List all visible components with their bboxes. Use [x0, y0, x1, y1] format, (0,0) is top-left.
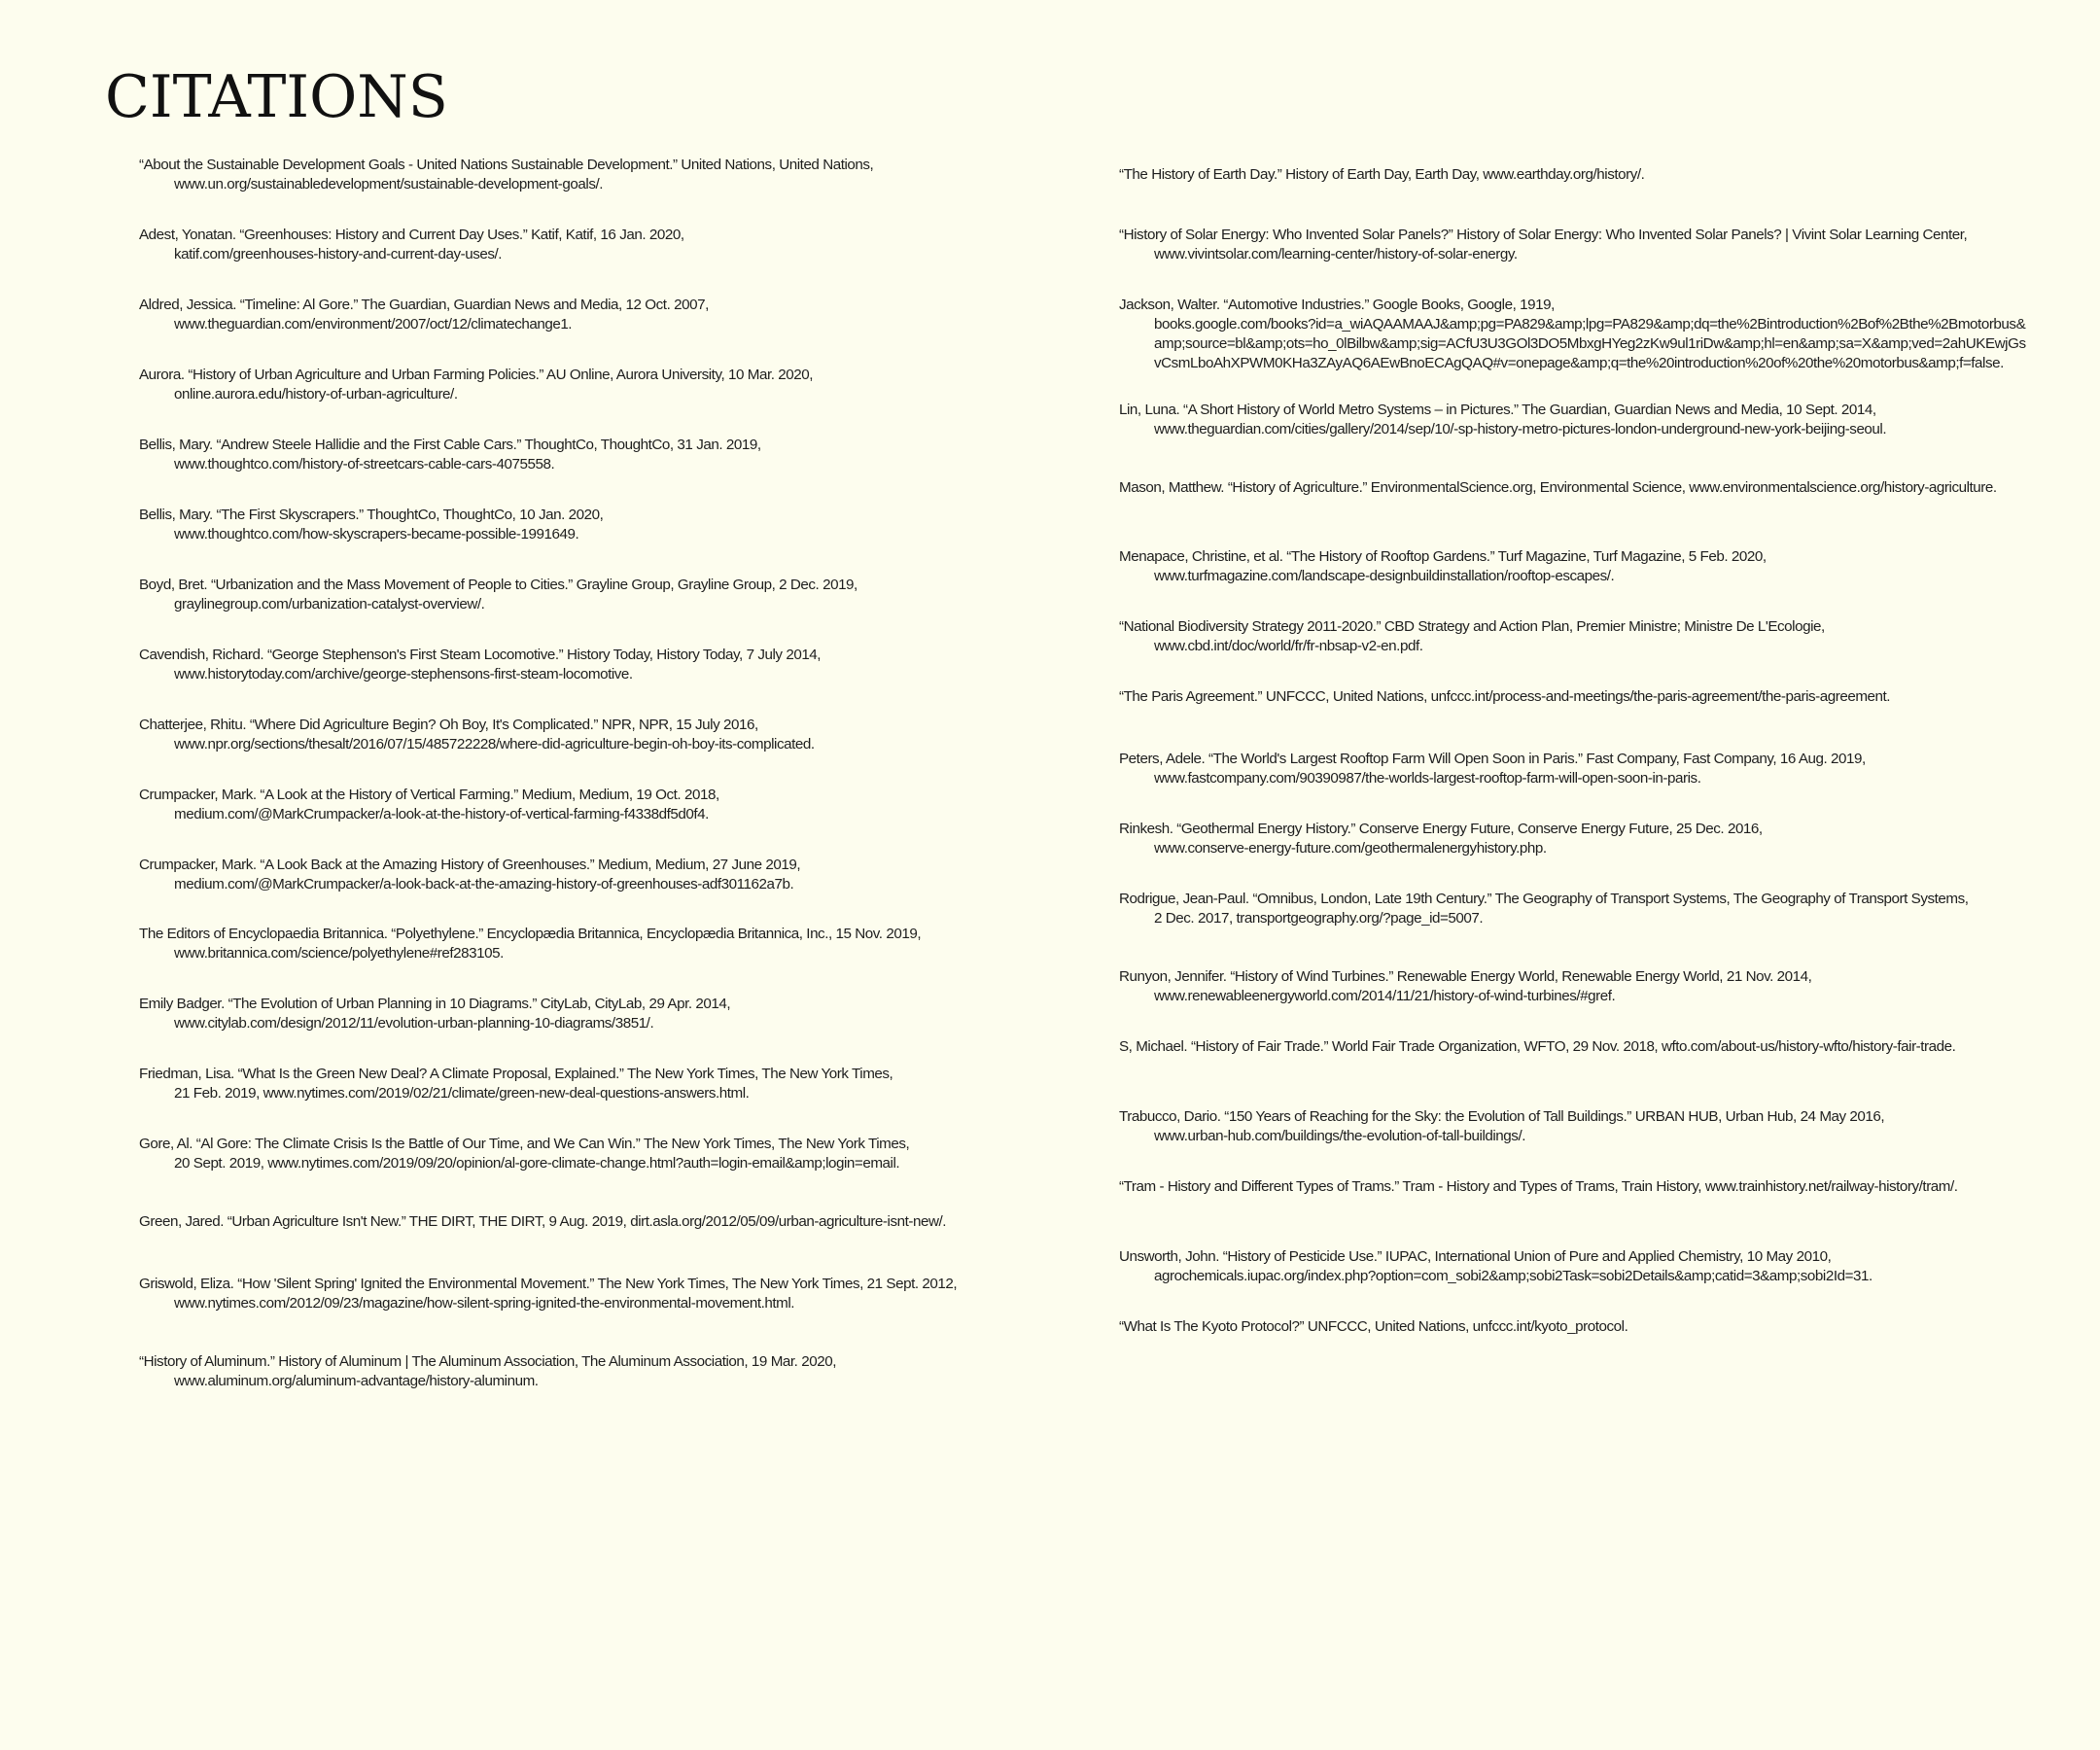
- citation-continuation-line: www.urban-hub.com/buildings/the-evolution-of-tall-buildings/.: [1154, 1128, 1525, 1144]
- citation-first-line: Jackson, Walter. “Automotive Industries.” Google Books, Google, 1919,: [1119, 297, 1555, 313]
- citation-first-line: Friedman, Lisa. “What Is the Green New Deal? A Climate Proposal, Explained.” The New York Times, The New York Times,: [139, 1066, 893, 1082]
- citation-continuation-line: online.aurora.edu/history-of-urban-agriculture/.: [174, 386, 458, 402]
- citation-first-line: Emily Badger. “The Evolution of Urban Planning in 10 Diagrams.” CityLab, CityLab, 29 Apr. 2014,: [139, 996, 731, 1012]
- citation-entry: [139, 856, 800, 894]
- citation-first-line: “History of Aluminum.” History of Aluminum | The Aluminum Association, The Aluminum Association, 19 Mar. 2020,: [139, 1353, 836, 1370]
- citation-continuation-line: www.vivintsolar.com/learning-center/history-of-solar-energy.: [1154, 246, 1518, 262]
- citation-first-line: Lin, Luna. “A Short History of World Metro Systems – in Pictures.” The Guardian, Guardian News and Media, 10 Sept. 2014,: [1119, 402, 1876, 418]
- citation-continuation-line: www.thoughtco.com/how-skyscrapers-became-possible-1991649.: [174, 526, 579, 542]
- citation-entry: [139, 995, 730, 1033]
- citation-entry: [1119, 547, 1767, 586]
- citation-continuation-line: 2 Dec. 2017, transportgeography.org/?page_id=5007.: [1154, 910, 1484, 927]
- citation-first-line: Crumpacker, Mark. “A Look at the History of Vertical Farming.” Medium, Medium, 19 Oct. 2018,: [139, 787, 719, 803]
- citation-entry: [139, 576, 858, 614]
- citation-first-line: Green, Jared. “Urban Agriculture Isn't New.” THE DIRT, THE DIRT, 9 Aug. 2019, dirt.asla.org/2012/05/09/urban-agriculture-isnt-new/.: [139, 1213, 947, 1230]
- citation-first-line: Peters, Adele. “The World's Largest Rooftop Farm Will Open Soon in Paris.” Fast Company, Fast Company, 16 Aug. 2019,: [1119, 751, 1866, 767]
- citation-first-line: Adest, Yonatan. “Greenhouses: History and Current Day Uses.” Katif, Katif, 16 Jan. 2020,: [139, 227, 684, 243]
- citation-entry: [1119, 820, 1763, 858]
- citation-entry: [139, 436, 761, 474]
- citation-entry: [139, 506, 603, 544]
- citation-entry: [139, 1065, 892, 1103]
- citation-first-line: Rinkesh. “Geothermal Energy History.” Conserve Energy Future, Conserve Energy Future, 25 Dec. 2016,: [1119, 821, 1763, 837]
- citation-entry: [1119, 750, 1866, 788]
- citation-first-line: Crumpacker, Mark. “A Look Back at the Amazing History of Greenhouses.” Medium, Medium, 27 June 2019,: [139, 857, 801, 873]
- citation-continuation-line: amp;source=bl&amp;ots=ho_0lBilbw&amp;sig=ACfU3U3GOl3DO5MbxgHYeg2zKw9ul1riDw&amp;hl=en&amp;sa=X&amp;ved=2ahUKEwjGs: [1154, 335, 2026, 352]
- citation-first-line: “History of Solar Energy: Who Invented Solar Panels?” History of Solar Energy: Who Invented Solar Panels? | Vivint Solar Learning Center,: [1119, 227, 1968, 243]
- citation-first-line: Cavendish, Richard. “George Stephenson's First Steam Locomotive.” History Today, History Today, 7 July 2014,: [139, 647, 822, 663]
- citation-continuation-line: www.britannica.com/science/polyethylene#ref283105.: [174, 945, 504, 962]
- citation-continuation-line: www.theguardian.com/environment/2007/oct/12/climatechange1.: [174, 316, 573, 332]
- citation-first-line: Bellis, Mary. “Andrew Steele Hallidie and the First Cable Cars.” ThoughtCo, ThoughtCo, 31 Jan. 2019,: [139, 437, 761, 453]
- citation-continuation-line: www.historytoday.com/archive/george-stephensons-first-steam-locomotive.: [174, 666, 633, 682]
- citation-entry: [139, 1212, 946, 1232]
- citation-entry: [139, 1275, 957, 1313]
- citation-first-line: Runyon, Jennifer. “History of Wind Turbines.” Renewable Energy World, Renewable Energy World, 21 Nov. 2014,: [1119, 968, 1812, 985]
- citation-entry: [1119, 401, 1886, 439]
- citation-entry: [1119, 296, 2026, 373]
- citation-continuation-line: agrochemicals.iupac.org/index.php?option=com_sobi2&amp;sobi2Task=sobi2Details&amp;catid=3&amp;sobi2Id=31.: [1154, 1268, 1872, 1284]
- citation-entry: [1119, 1037, 1955, 1057]
- citation-first-line: Aldred, Jessica. “Timeline: Al Gore.” The Guardian, Guardian News and Media, 12 Oct. 2007,: [139, 297, 709, 313]
- citation-first-line: “The History of Earth Day.” History of Earth Day, Earth Day, www.earthday.org/history/.: [1119, 166, 1645, 183]
- citation-first-line: “What Is The Kyoto Protocol?” UNFCCC, United Nations, unfccc.int/kyoto_protocol.: [1119, 1318, 1628, 1335]
- citation-continuation-line: graylinegroup.com/urbanization-catalyst-overview/.: [174, 596, 485, 612]
- citation-continuation-line: www.turfmagazine.com/landscape-designbuildinstallation/rooftop-escapes/.: [1154, 568, 1615, 584]
- citation-continuation-line: www.npr.org/sections/thesalt/2016/07/15/485722228/where-did-agriculture-begin-oh-boy-its-complicated.: [174, 736, 815, 752]
- citation-first-line: “The Paris Agreement.” UNFCCC, United Nations, unfccc.int/process-and-meetings/the-paris-agreement/the-paris-agreement.: [1119, 688, 1891, 705]
- citation-first-line: Aurora. “History of Urban Agriculture and Urban Farming Policies.” AU Online, Aurora University, 10 Mar. 2020,: [139, 367, 814, 383]
- citation-entry: [1119, 1317, 1628, 1337]
- citation-entry: [139, 786, 719, 824]
- citation-continuation-line: 20 Sept. 2019, www.nytimes.com/2019/09/20/opinion/al-gore-climate-change.html?auth=login-email&amp;login=email.: [174, 1155, 900, 1172]
- citation-continuation-line: www.aluminum.org/aluminum-advantage/history-aluminum.: [174, 1373, 539, 1389]
- citation-first-line: “Tram - History and Different Types of Trams.” Tram - History and Types of Trams, Train History, www.trainhistory.net/railway-history/tram/.: [1119, 1178, 1958, 1195]
- citation-continuation-line: www.renewableenergyworld.com/2014/11/21/history-of-wind-turbines/#gref.: [1154, 988, 1616, 1004]
- citation-entry: [139, 1135, 909, 1173]
- citation-first-line: “National Biodiversity Strategy 2011-2020.” CBD Strategy and Action Plan, Premier Ministre; Ministre De L'Ecologie,: [1119, 618, 1825, 635]
- citation-continuation-line: www.cbd.int/doc/world/fr/fr-nbsap-v2-en.pdf.: [1154, 638, 1423, 654]
- citation-entry: [139, 366, 813, 404]
- citation-continuation-line: vCsmLboAhXPWM0KHa3ZAyAQ6AEwBnoECAgQAQ#v=onepage&amp;q=the%20introduction%20of%20the%20motorbus&amp;f=false.: [1154, 355, 2004, 371]
- citation-entry: [1119, 1107, 1884, 1146]
- page-title: CITATIONS: [105, 63, 448, 131]
- citation-continuation-line: medium.com/@MarkCrumpacker/a-look-back-at-the-amazing-history-of-greenhouses-adf301162a7b.: [174, 876, 794, 892]
- citation-continuation-line: medium.com/@MarkCrumpacker/a-look-at-the-history-of-vertical-farming-f4338df5d0f4.: [174, 806, 709, 822]
- citation-continuation-line: books.google.com/books?id=a_wiAQAAMAAJ&amp;pg=PA829&amp;lpg=PA829&amp;dq=the%2Bintroduction%2Bof%2Bthe%2Bmotorbus&: [1154, 316, 2026, 332]
- citation-first-line: Griswold, Eliza. “How 'Silent Spring' Ignited the Environmental Movement.” The New York Times, The New York Times, 21 Sept. 2012,: [139, 1276, 958, 1292]
- citation-entry: [1119, 967, 1811, 1006]
- citation-entry: [139, 646, 821, 684]
- citation-entry: [1119, 226, 1967, 264]
- citation-entry: [139, 296, 709, 334]
- citation-entry: [1119, 1177, 1958, 1197]
- citation-first-line: “About the Sustainable Development Goals - United Nations Sustainable Development.” United Nations, United Nations,: [139, 157, 874, 173]
- citation-first-line: S, Michael. “History of Fair Trade.” World Fair Trade Organization, WFTO, 29 Nov. 2018, wfto.com/about-us/history-wfto/history-fair-trade.: [1119, 1038, 1956, 1055]
- citation-first-line: Unsworth, John. “History of Pesticide Use.” IUPAC, International Union of Pure and Applied Chemistry, 10 May 2010,: [1119, 1248, 1832, 1265]
- citation-entry: [139, 925, 921, 963]
- citation-entry: [1119, 617, 1825, 656]
- citation-entry: [1119, 478, 1997, 498]
- citation-entry: [1119, 165, 1644, 185]
- citation-continuation-line: www.nytimes.com/2012/09/23/magazine/how-silent-spring-ignited-the-environmental-movement.html.: [174, 1295, 795, 1312]
- citation-continuation-line: www.fastcompany.com/90390987/the-worlds-largest-rooftop-farm-will-open-soon-in-paris.: [1154, 770, 1701, 787]
- citation-entry: [1119, 1247, 1872, 1286]
- citation-continuation-line: www.theguardian.com/cities/gallery/2014/sep/10/-sp-history-metro-pictures-london-underground-new-york-beijing-seoul.: [1154, 421, 1887, 438]
- citation-first-line: Gore, Al. “Al Gore: The Climate Crisis Is the Battle of Our Time, and We Can Win.” The New York Times, The New York Times,: [139, 1136, 910, 1152]
- citation-continuation-line: www.un.org/sustainabledevelopment/sustainable-development-goals/.: [174, 176, 603, 192]
- citation-first-line: Boyd, Bret. “Urbanization and the Mass Movement of People to Cities.” Grayline Group, Grayline Group, 2 Dec. 2019,: [139, 577, 858, 593]
- citation-continuation-line: 21 Feb. 2019, www.nytimes.com/2019/02/21/climate/green-new-deal-questions-answers.html.: [174, 1085, 750, 1102]
- citation-entry: [139, 226, 684, 264]
- citation-continuation-line: www.conserve-energy-future.com/geothermalenergyhistory.php.: [1154, 840, 1547, 857]
- citation-first-line: Chatterjee, Rhitu. “Where Did Agriculture Begin? Oh Boy, It's Complicated.” NPR, NPR, 15 July 2016,: [139, 717, 758, 733]
- citation-entry: [139, 1352, 836, 1391]
- citation-first-line: Trabucco, Dario. “150 Years of Reaching for the Sky: the Evolution of Tall Buildings.” URBAN HUB, Urban Hub, 24 May 2016,: [1119, 1108, 1885, 1125]
- citation-entry: [1119, 687, 1890, 707]
- citation-first-line: Rodrigue, Jean-Paul. “Omnibus, London, Late 19th Century.” The Geography of Transport Systems, The Geography of Transport Systems,: [1119, 891, 1969, 907]
- citation-entry: [1119, 890, 1968, 928]
- citation-continuation-line: www.thoughtco.com/history-of-streetcars-cable-cars-4075558.: [174, 456, 555, 472]
- citation-entry: [139, 716, 815, 754]
- citation-first-line: Mason, Matthew. “History of Agriculture.” EnvironmentalScience.org, Environmental Science, www.environmentalscience.org/history-agriculture.: [1119, 479, 1997, 496]
- citation-first-line: Menapace, Christine, et al. “The History of Rooftop Gardens.” Turf Magazine, Turf Magazine, 5 Feb. 2020,: [1119, 548, 1767, 565]
- citation-first-line: Bellis, Mary. “The First Skyscrapers.” ThoughtCo, ThoughtCo, 10 Jan. 2020,: [139, 507, 604, 523]
- citation-continuation-line: www.citylab.com/design/2012/11/evolution-urban-planning-10-diagrams/3851/.: [174, 1015, 654, 1032]
- citation-entry: [139, 156, 873, 194]
- citation-first-line: The Editors of Encyclopaedia Britannica. “Polyethylene.” Encyclopædia Britannica, Encyclopædia Britannica, Inc., 15 Nov. 2019,: [139, 926, 922, 942]
- citation-continuation-line: katif.com/greenhouses-history-and-current-day-uses/.: [174, 246, 503, 262]
